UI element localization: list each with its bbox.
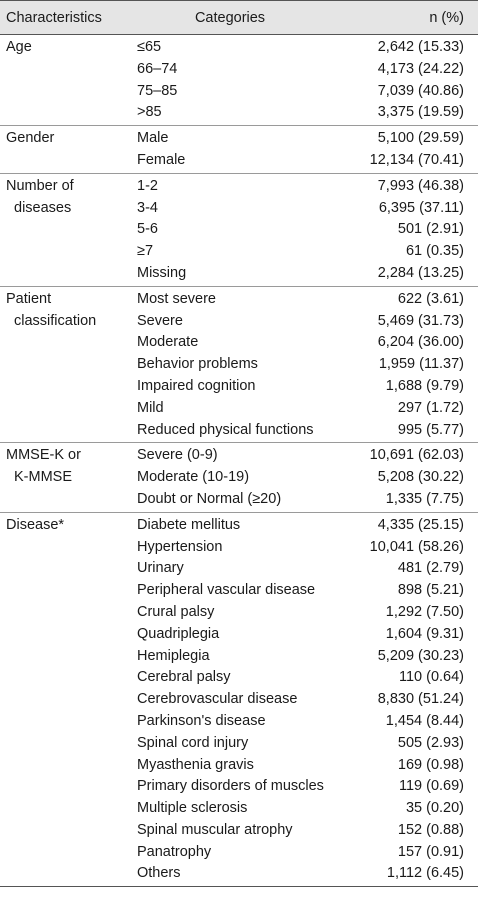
table-row — [130, 667, 478, 689]
group-rows — [130, 515, 478, 886]
category-cell: Primary disorders of muscles — [137, 778, 324, 795]
group-characteristic — [0, 515, 130, 886]
category-cell: Male — [137, 130, 169, 147]
value-cell: 10,041 (58.26) — [369, 538, 464, 555]
value-cell: 157 (0.91) — [397, 843, 464, 860]
value-cell: 1,604 (9.31) — [385, 625, 464, 642]
value-cell: 5,208 (30.22) — [377, 469, 464, 486]
value-cell: 4,335 (25.15) — [377, 516, 464, 533]
category-cell: Quadriplegia — [137, 625, 220, 642]
value-cell: 35 (0.20) — [405, 800, 464, 817]
category-cell: ≥7 — [137, 243, 154, 260]
group-rows — [130, 445, 478, 510]
header-characteristics: Characteristics — [6, 9, 102, 26]
category-cell: Mild — [137, 399, 164, 416]
category-cell: Moderate — [137, 334, 199, 351]
value-cell: 3,375 (19.59) — [377, 104, 464, 121]
table-row — [130, 863, 478, 885]
value-cell: 5,469 (31.73) — [377, 312, 464, 329]
table-row — [130, 489, 478, 511]
value-cell: 12,134 (70.41) — [369, 151, 464, 168]
characteristic-label: Gender — [6, 130, 55, 147]
category-cell: Spinal cord injury — [137, 734, 249, 751]
group-characteristic — [0, 445, 130, 510]
group-characteristic — [0, 37, 130, 124]
value-cell: 152 (0.88) — [397, 821, 464, 838]
table-row — [130, 102, 478, 124]
header-categories: Categories — [194, 9, 266, 26]
characteristic-label-continued: K-MMSE — [14, 469, 72, 486]
table-group — [0, 174, 478, 287]
table-row — [130, 755, 478, 777]
value-cell: 5,100 (29.59) — [377, 130, 464, 147]
characteristic-label-continued: diseases — [14, 199, 72, 216]
table-row — [130, 580, 478, 602]
table-row — [130, 198, 478, 220]
table-group — [0, 287, 478, 444]
value-cell: 169 (0.98) — [397, 756, 464, 773]
table-row — [130, 376, 478, 398]
table-row — [130, 81, 478, 103]
category-cell: Cerebrovascular disease — [137, 691, 298, 708]
table-row — [130, 263, 478, 285]
value-cell: 1,292 (7.50) — [385, 603, 464, 620]
table-row — [130, 558, 478, 580]
group-rows — [130, 37, 478, 124]
table-row — [130, 798, 478, 820]
characteristic-label: Disease* — [6, 516, 65, 533]
table-row — [130, 820, 478, 842]
category-cell: Moderate (10-19) — [137, 469, 250, 486]
category-cell: Missing — [137, 264, 187, 281]
category-cell: Hypertension — [137, 538, 223, 555]
value-cell: 622 (3.61) — [397, 290, 464, 307]
category-cell: Behavior problems — [137, 356, 258, 373]
value-cell: 1,112 (6.45) — [386, 865, 464, 882]
table-row — [130, 733, 478, 755]
value-cell: 6,395 (37.11) — [378, 199, 464, 216]
value-cell: 10,691 (62.03) — [369, 447, 464, 464]
value-cell: 481 (2.79) — [397, 560, 464, 577]
value-cell: 5,209 (30.23) — [377, 647, 464, 664]
table-group — [0, 513, 478, 888]
group-rows — [130, 289, 478, 442]
category-cell: 3-4 — [137, 199, 158, 216]
value-cell: 7,993 (46.38) — [377, 177, 464, 194]
category-cell: Multiple sclerosis — [137, 800, 248, 817]
value-cell: 505 (2.93) — [397, 734, 464, 751]
category-cell: Urinary — [137, 560, 184, 577]
table-row — [130, 59, 478, 81]
characteristic-label-continued: classification — [14, 312, 97, 329]
category-cell: Cerebral palsy — [137, 669, 231, 686]
value-cell: 2,642 (15.33) — [377, 39, 464, 55]
header-n-percent: n (%) — [429, 9, 464, 26]
category-cell: Myasthenia gravis — [137, 756, 254, 773]
table-row — [130, 150, 478, 172]
characteristic-label: Patient — [6, 290, 52, 307]
value-cell: 61 (0.35) — [405, 243, 464, 260]
category-cell: Spinal muscular atrophy — [137, 821, 293, 838]
table-row — [130, 332, 478, 354]
table-row — [130, 398, 478, 420]
category-cell: Severe — [137, 312, 183, 329]
table-body — [0, 35, 478, 887]
table-row — [130, 776, 478, 798]
table-row — [130, 354, 478, 376]
value-cell: 1,688 (9.79) — [385, 377, 464, 394]
category-cell: Severe (0-9) — [137, 447, 218, 464]
category-cell: >85 — [137, 104, 162, 121]
group-characteristic — [0, 128, 130, 172]
value-cell: 2,284 (13.25) — [377, 264, 464, 281]
category-cell: Most severe — [137, 290, 216, 307]
value-cell: 1,454 (8.44) — [385, 712, 464, 729]
value-cell: 6,204 (36.00) — [377, 334, 464, 351]
table-row — [130, 219, 478, 241]
table-row — [130, 711, 478, 733]
value-cell: 501 (2.91) — [397, 221, 464, 238]
group-rows — [130, 128, 478, 172]
value-cell: 7,039 (40.86) — [377, 82, 464, 99]
table-row — [130, 37, 478, 59]
table-row — [130, 515, 478, 537]
group-characteristic — [0, 289, 130, 442]
category-cell: Others — [137, 865, 181, 882]
category-cell: 5-6 — [137, 221, 158, 238]
table-row — [130, 128, 478, 150]
table-group — [0, 126, 478, 174]
category-cell: ≤65 — [137, 39, 162, 55]
table-row — [130, 420, 478, 442]
value-cell: 8,830 (51.24) — [377, 691, 464, 708]
value-cell: 297 (1.72) — [397, 399, 464, 416]
value-cell: 119 (0.69) — [398, 778, 464, 795]
value-cell: 995 (5.77) — [397, 421, 464, 438]
value-cell: 1,335 (7.75) — [385, 490, 464, 507]
table-group — [0, 443, 478, 512]
category-cell: Crural palsy — [137, 603, 215, 620]
category-cell: Impaired cognition — [137, 377, 256, 394]
table-row — [130, 646, 478, 668]
group-rows — [130, 176, 478, 285]
table-row — [130, 602, 478, 624]
value-cell: 4,173 (24.22) — [377, 60, 464, 77]
table-row — [130, 467, 478, 489]
category-cell: Female — [137, 151, 186, 168]
table-row — [130, 537, 478, 559]
category-cell: Panatrophy — [137, 843, 212, 860]
category-cell: Peripheral vascular disease — [137, 582, 316, 599]
table-group — [0, 35, 478, 126]
value-cell: 1,959 (11.37) — [378, 356, 464, 373]
category-cell: Doubt or Normal (≥20) — [137, 490, 282, 507]
table-row — [130, 289, 478, 311]
category-cell: 1-2 — [137, 177, 158, 194]
table-row — [130, 624, 478, 646]
category-cell: 75–85 — [137, 82, 178, 99]
table-row — [130, 241, 478, 263]
category-cell: Hemiplegia — [137, 647, 210, 664]
characteristic-label: MMSE-K or — [6, 447, 81, 464]
table-header — [0, 0, 478, 35]
category-cell: Parkinson's disease — [137, 712, 266, 729]
category-cell: Reduced physical functions — [137, 421, 314, 438]
table-row — [130, 842, 478, 864]
value-cell: 110 (0.64) — [398, 669, 464, 686]
category-cell: 66–74 — [137, 60, 178, 77]
table-row — [130, 445, 478, 467]
value-cell: 898 (5.21) — [397, 582, 464, 599]
characteristic-label: Number of — [6, 177, 74, 194]
characteristic-label: Age — [6, 39, 32, 55]
table-row — [130, 176, 478, 198]
table-row — [130, 689, 478, 711]
group-characteristic — [0, 176, 130, 285]
category-cell: Diabete mellitus — [137, 516, 241, 533]
table-row — [130, 311, 478, 333]
